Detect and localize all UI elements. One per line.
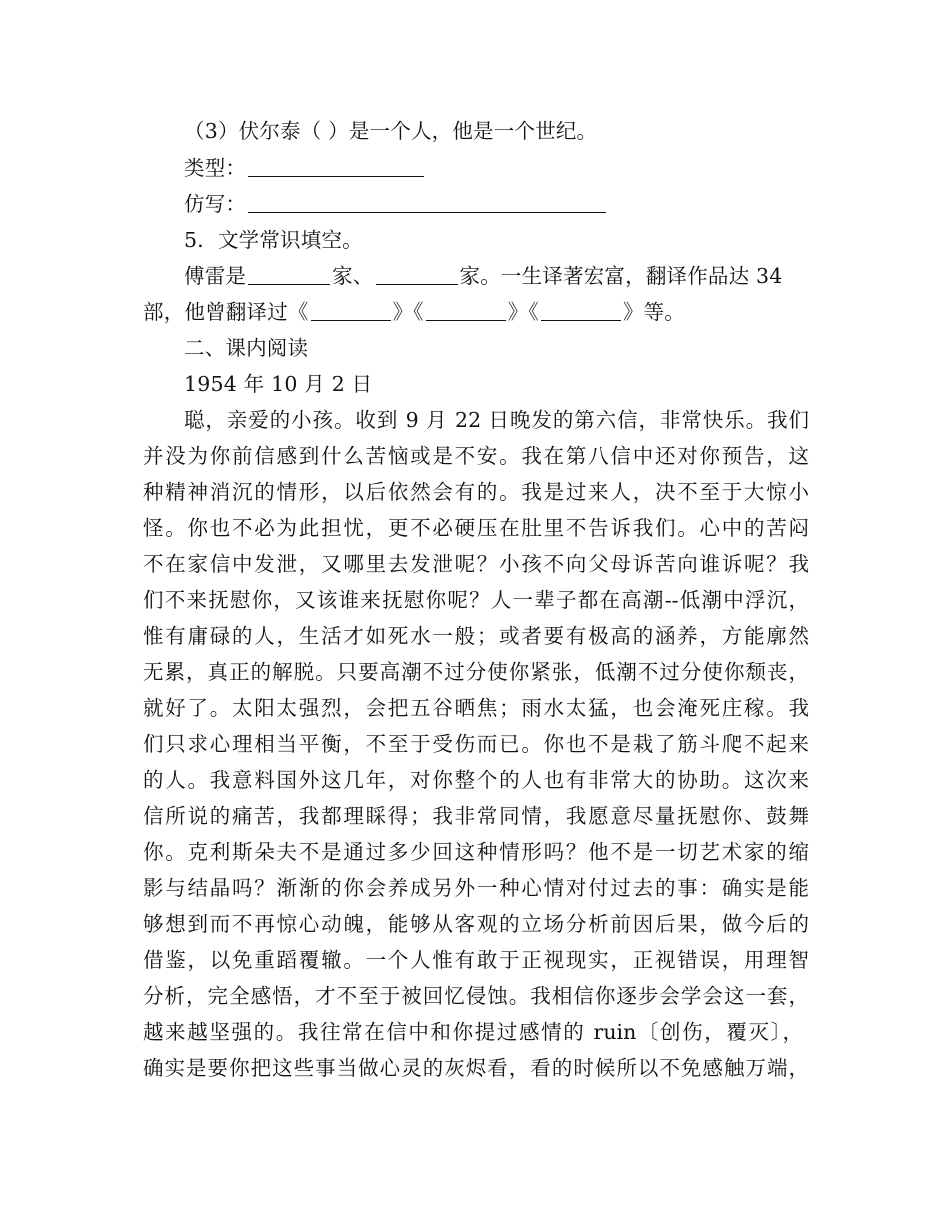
letter-line: 惟有庸碌的人，生活才如死水一般；或者要有极高的涵养，方能廓然 (143, 624, 809, 648)
letter-line: 们只求心理相当平衡，不至于受伤而已。你也不是栽了筋斗爬不起来 (143, 732, 809, 756)
letter-line: 们不来抚慰你，又该谁来抚慰你呢？人一辈子都在高潮--低潮中浮沉， (143, 588, 809, 612)
letter-line: 的人。我意料国外这几年，对你整个的人也有非常大的协助。这次来 (143, 768, 809, 792)
letter-line: 影与结晶吗？渐渐的你会养成另外一种心情对付过去的事：确实是能 (143, 876, 809, 900)
letter-line: 无累，真正的解脱。只要高潮不过分使你紧张，低潮不过分使你颓丧， (143, 660, 809, 684)
letter-line: 信所说的痛苦，我都理睬得；我非常同情，我愿意尽量抚慰你、鼓舞 (143, 804, 809, 828)
question-3-type-row (184, 150, 426, 186)
question-5-title: 5．文学常识填空。 (184, 228, 363, 252)
letter-line: 确实是要你把这些事当做心灵的灰烬看，看的时候所以不免感触万端， (143, 1056, 809, 1080)
letter-date: 1954 年 10 月 2 日 (184, 372, 373, 396)
book-blank-1[interactable] (311, 300, 391, 321)
question-5-line-2 (143, 294, 685, 330)
type-label: 类型： (184, 156, 247, 180)
book-blank-3[interactable] (541, 300, 621, 321)
q5-text: 傅雷是 (184, 264, 247, 288)
letter-line: 并没为你前信感到什么苦恼或是不安。我在第八信中还对你预告，这 (143, 444, 809, 468)
q5-text: 家、 (332, 264, 374, 288)
q5-text: 部，他曾翻译过《 (143, 300, 309, 324)
question-5-line-1 (184, 258, 783, 294)
letter-line: 怪。你也不必为此担忧，更不必硬压在肚里不告诉我们。心中的苦闷 (143, 516, 809, 540)
letter-line: 就好了。太阳太强烈，会把五谷晒焦；雨水太猛，也会淹死庄稼。我 (143, 696, 809, 720)
q5-text: 家。一生译著宏富，翻译作品达 34 (459, 264, 783, 288)
question-3-imitate-row (184, 186, 608, 222)
identity-blank-2[interactable] (376, 264, 458, 285)
letter-line: 你。克利斯朵夫不是通过多少回这种情形吗？他不是一切艺术家的缩 (143, 840, 809, 864)
q5-text: 》《 (507, 300, 539, 324)
letter-line: 够想到而不再惊心动魄，能够从客观的立场分析前因后果，做今后的 (143, 912, 809, 936)
letter-line: 不在家信中发泄，又哪里去发泄呢？小孩不向父母诉苦向谁诉呢？我 (143, 552, 809, 576)
imitate-answer-blank[interactable] (248, 192, 606, 213)
letter-line: 借鉴，以免重蹈覆辙。一个人惟有敢于正视现实，正视错误，用理智 (143, 948, 809, 972)
book-blank-2[interactable] (426, 300, 506, 321)
letter-line: 分析，完全感悟，才不至于被回忆侵蚀。我相信你逐步会学会这一套， (143, 984, 809, 1008)
section-heading: 二、课内阅读 (184, 336, 309, 360)
identity-blank-1[interactable] (248, 264, 330, 285)
letter-line: 聪，亲爱的小孩。收到 9 月 22 日晚发的第六信，非常快乐。我们 (184, 408, 809, 432)
type-answer-blank[interactable] (248, 156, 424, 177)
q5-text: 》等。 (622, 300, 686, 324)
q5-text: 》《 (392, 300, 424, 324)
question-3-prompt: （3）伏尔泰（ ）是一个人，他是一个世纪。 (184, 119, 598, 143)
letter-line: 越来越坚强的。我往常在信中和你提过感情的 ruin〔创伤，覆灭〕， (143, 1020, 803, 1044)
imitate-label: 仿写： (184, 192, 247, 216)
letter-line: 种精神消沉的情形，以后依然会有的。我是过来人，决不至于大惊小 (143, 480, 809, 504)
